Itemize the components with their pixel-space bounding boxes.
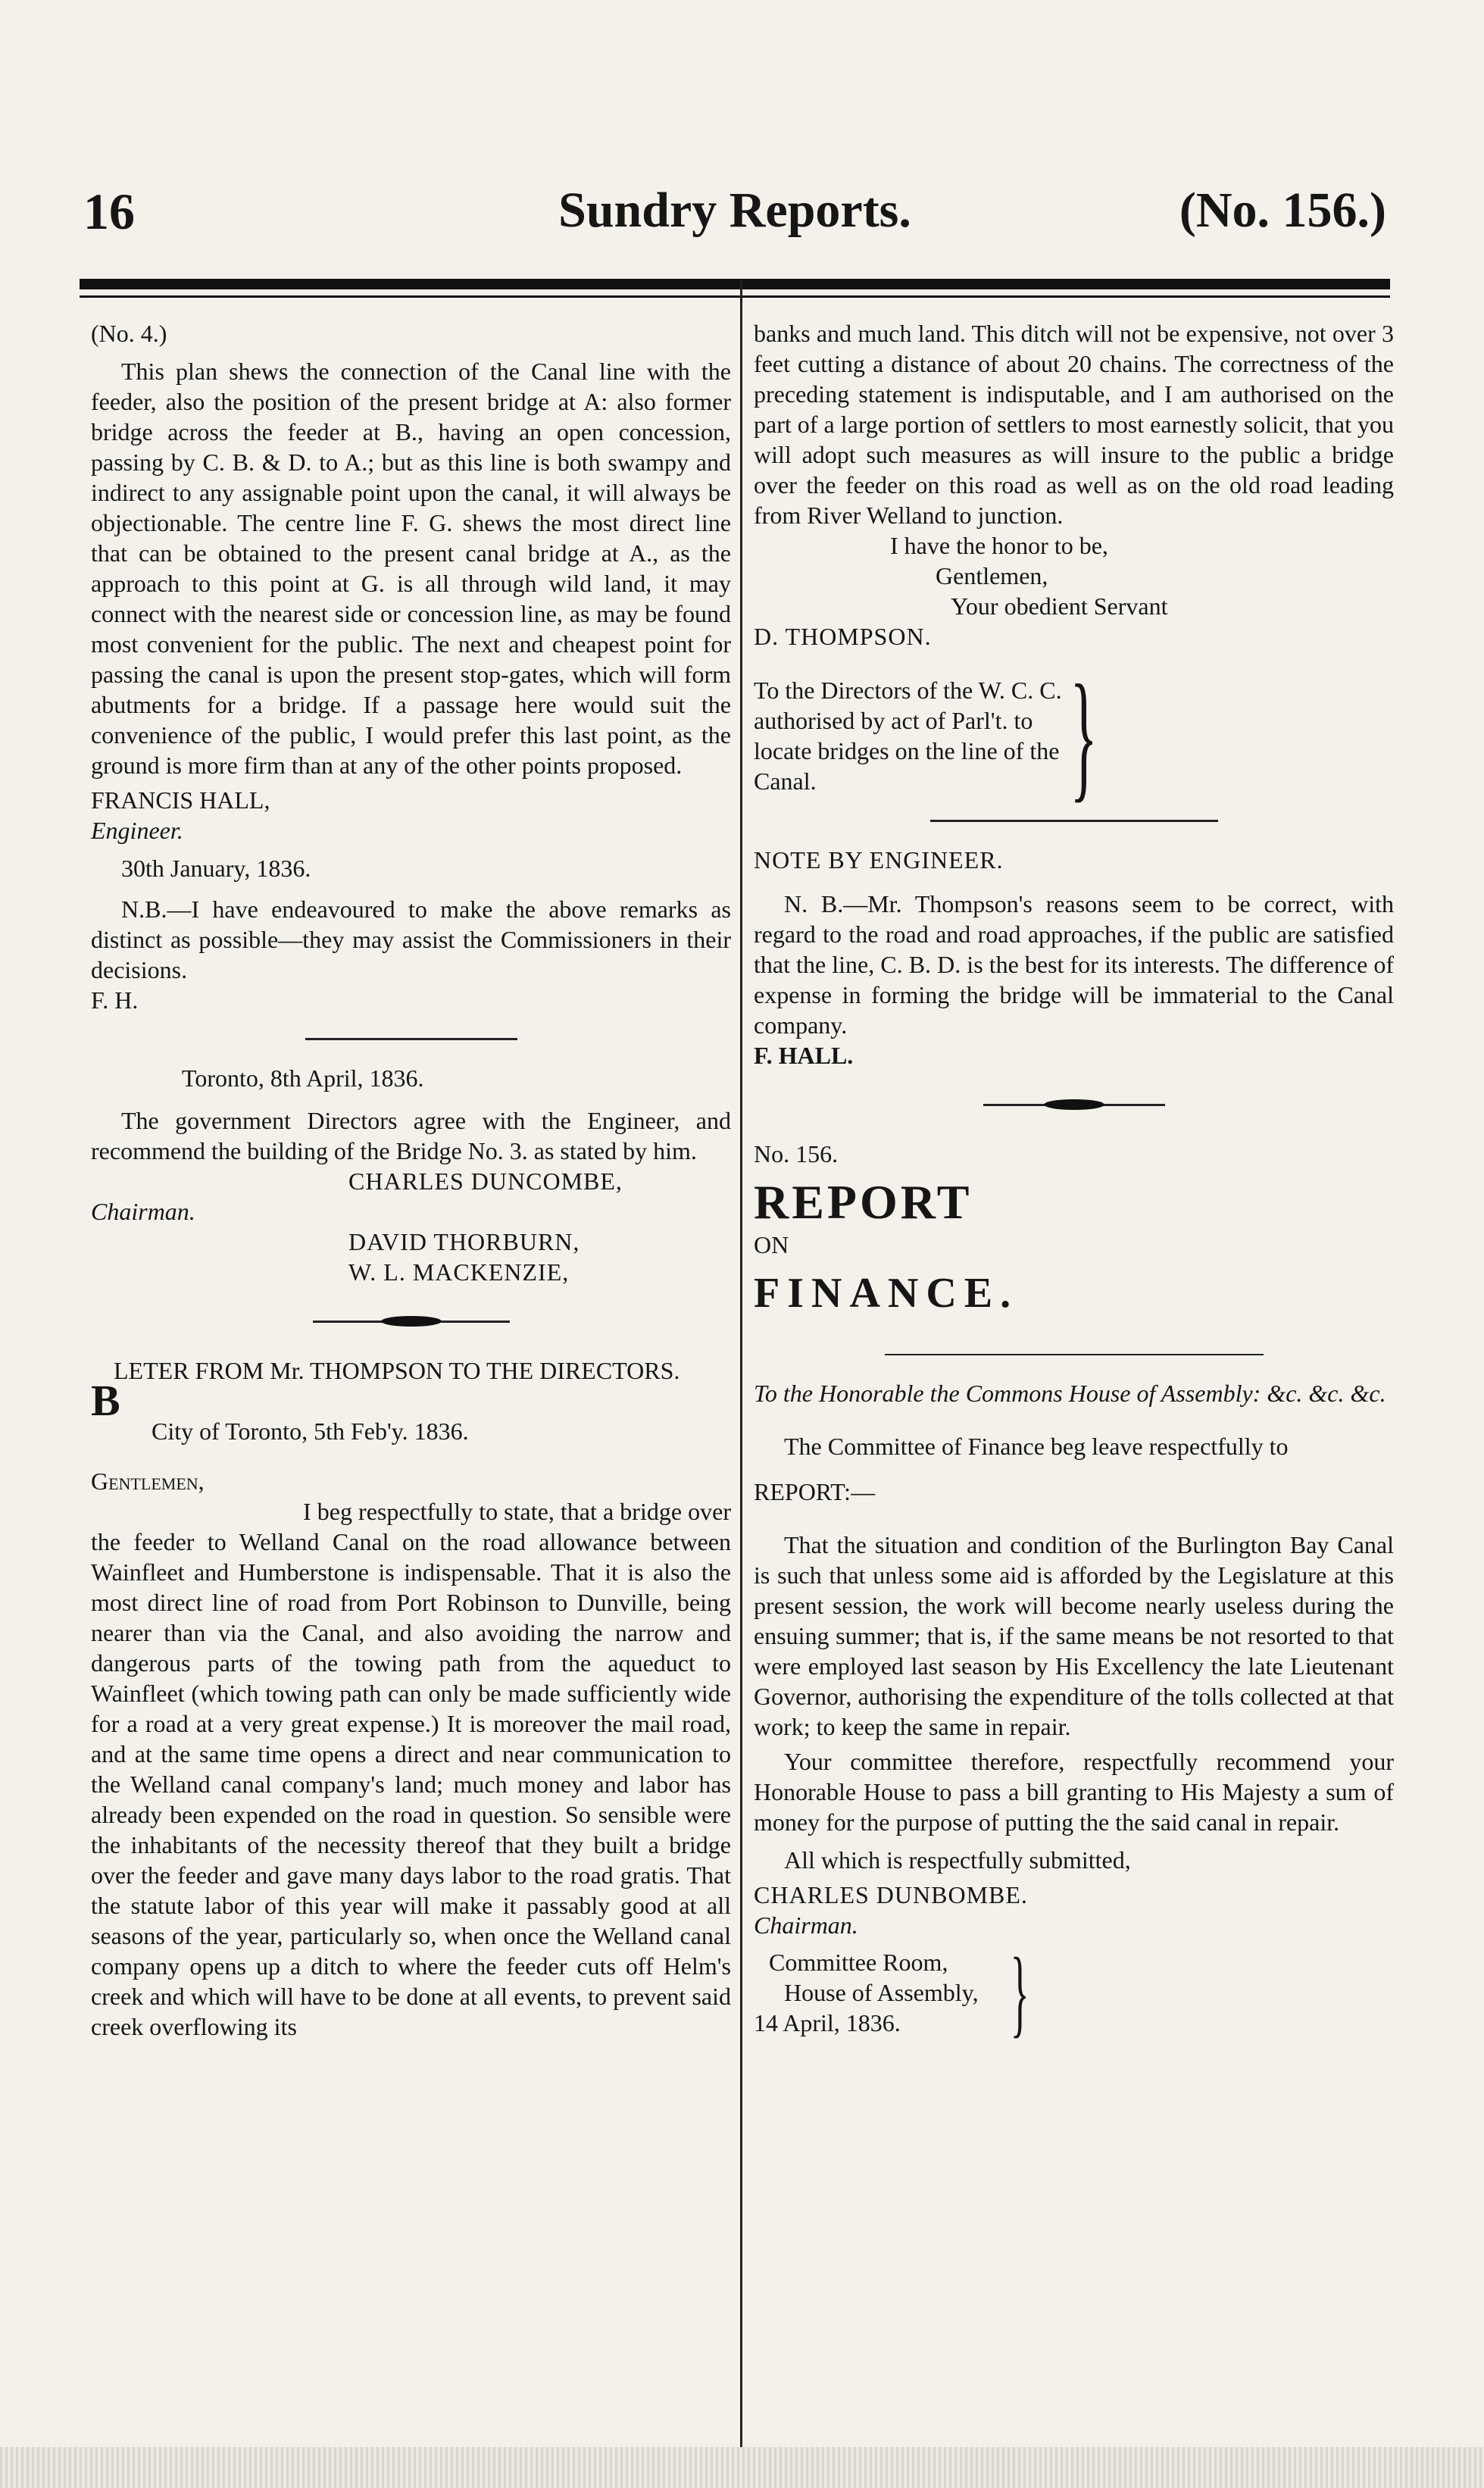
report-label: REPORT:— — [754, 1478, 876, 1505]
note-signature: F. HALL. — [754, 1042, 854, 1069]
report-title: REPORT — [754, 1175, 973, 1229]
submitted-line: All which is respectfully submitted, — [784, 1846, 1131, 1874]
addressee-block — [754, 656, 1394, 815]
letter-salutation: Gentlemen, — [91, 1467, 205, 1495]
place-lines — [754, 1947, 1011, 2038]
report-signer: CHARLES DUNBOMBE. — [754, 1881, 1028, 1908]
separator-ornament — [313, 1314, 510, 1328]
separator-line — [930, 820, 1218, 822]
initials: F. H. — [91, 986, 139, 1014]
nb-paragraph: N.B.—I have endeavoured to make the above remarks as distinct as possible—they may assist the Commissioners in their decisions. — [91, 895, 731, 983]
place-line-2: House of Assembly, — [784, 1979, 979, 2006]
brace-icon: } — [1070, 656, 1098, 815]
page-number: 16 — [83, 183, 135, 240]
place-line-1: Committee Room, — [769, 1949, 948, 1976]
director-name-3: W. L. MACKENZIE, — [348, 1258, 570, 1286]
letter-signer: D. THOMPSON. — [754, 623, 932, 650]
place-line-3: 14 April, 1836. — [754, 2009, 901, 2036]
toronto-date: Toronto, 8th April, 1836. — [182, 1064, 424, 1092]
letter-place-date: City of Toronto, 5th Feb'y. 1836. — [152, 1417, 469, 1445]
closing-line-3: Your obedient Servant — [951, 592, 1168, 620]
report-subject: FINANCE. — [754, 1270, 1019, 1317]
report-number: No. 156. — [754, 1140, 839, 1167]
place-block — [754, 1938, 1394, 2047]
page-header — [83, 182, 1386, 265]
directors-paragraph: The government Directors agree with the Engineer, and recommend the building of the Bridge No. 3. as stated by him. — [91, 1107, 731, 1164]
committee-line: The Committee of Finance beg leave respectfully to — [784, 1433, 1289, 1460]
director-name-2: DAVID THORBURN, — [348, 1228, 580, 1255]
page-reference: (No. 156.) — [1179, 183, 1386, 238]
left-column — [91, 318, 731, 2042]
letter-continuation: banks and much land. This ditch will not be expensive, not over 3 feet cutting a distance of about 20 chains. The correctness of the preceding statement is indisputable, and I am authorised on the part of a large portion of settlers to most earnestly solicit, that you will adopt such measures as will insure to the public a bridge over the feeder on this road as well as on the old road leading from River Welland to junction. — [754, 320, 1394, 529]
note-body: N. B.—Mr. Thompson's reasons seem to be correct, with regard to the road and road approaches, if the public are satisfied that the line, C. B. D. is the best for its interests. The difference of expense in forming the bridge will be immaterial to the Canal company. — [754, 890, 1394, 1039]
section-number: (No. 4.) — [91, 320, 167, 347]
header-rule-thin — [80, 295, 1390, 298]
director-title: Chairman. — [91, 1198, 195, 1225]
separator-line — [305, 1038, 517, 1040]
director-name-1: CHARLES DUNCOMBE, — [348, 1167, 623, 1195]
closing-line-1: I have the honor to be, — [890, 532, 1108, 559]
report-paragraph-2: Your committee therefore, respectfully recommend your Honorable House to pass a bill granting to His Majesty a sum of money for the purpose of putting the the said canal in repair. — [754, 1748, 1394, 1836]
closing-line-2: Gentlemen, — [936, 562, 1048, 589]
signature-name: FRANCIS HALL, — [91, 786, 270, 814]
plan-paragraph: This plan shews the connection of the Canal line with the feeder, also the position of the present bridge at A: also former bridge across the feeder at B., having an open concession, passing by C. B. & D. to A.; but as this line is both swampy and indirect to any assignable point upon the canal, it will always be objectionable. The centre line F. G. shews the most direct line that can be obtained to the present canal bridge at A., as the approach to this point at G. is all through wild land, it may connect with the nearest side or concession line, as may be found most convenient for the public. The next and cheapest point for passing the canal is upon the present stop-gates, which will form abutments for a bridge. If a passage here would suit the convenience of the public, I would prefer this last point, as the ground is more firm than at any of the other points proposed. — [91, 358, 731, 779]
date-line: 30th January, 1836. — [121, 855, 311, 882]
separator-ornament — [983, 1098, 1165, 1111]
addressee-text: To the Directors of the W. C. C. authorised by act of Parl't. to locate bridges on the line of the Canal. — [754, 677, 1062, 795]
report-addressee: To the Honorable the Commons House of Assembly: &c. &c. &c. — [754, 1380, 1386, 1407]
signature-title: Engineer. — [91, 817, 183, 844]
brace-icon: } — [1010, 1938, 1029, 2047]
letter-heading: LETER FROM Mr. THOMPSON TO THE DIRECTORS. — [114, 1357, 680, 1384]
scan-edge — [0, 2447, 1484, 2488]
report-signer-title: Chairman. — [754, 1911, 858, 1939]
report-on: ON — [754, 1231, 789, 1258]
right-column — [754, 318, 1394, 2054]
note-heading: NOTE BY ENGINEER. — [754, 846, 1004, 874]
column-divider — [740, 280, 742, 2447]
page-title: Sundry Reports. — [558, 183, 911, 238]
report-paragraph-1: That the situation and condition of the Burlington Bay Canal is such that unless some aid is afforded by the Legislature at this present session, the work will become nearly useless during the ensuing summer; that is, if the same means be not resorted to that were employed last season by His Excellency the late Lieutenant Governor, authorising the expenditure of the tolls collected at that work; to keep the same in repair. — [754, 1531, 1394, 1740]
letter-mark: B — [91, 1376, 120, 1425]
header-rule-thick — [80, 279, 1390, 289]
letter-body: I beg respectfully to state, that a bridge over the feeder to Welland Canal on the road allowance between Wainfleet and Humberstone is indispensable. That it is also the most direct line of road from Port Robinson to Dunville, being nearer than via the Canal, and also avoiding the narrow and dangerous parts of the towing path from the aqueduct to Wainfleet (which towing path can only be made sufficiently wide for a road at a very great expense.) It is moreover the mail road, and at the same time opens a direct and near communication to the Welland canal company's land; much money and labor has already been expended on the road in question. So sensible were the inhabitants of the necessity thereof that they built a bridge over the feeder and gave many days labor to the road gratis. That the statute labor of this year will make it passably good at all seasons of the year, particularly so, when once the Welland canal company opens up a ditch to where the feeder cuts off Helm's creek and which will have to be done at all events, to prevent said creek overflowing its — [91, 1498, 731, 2040]
separator-line — [885, 1354, 1264, 1355]
